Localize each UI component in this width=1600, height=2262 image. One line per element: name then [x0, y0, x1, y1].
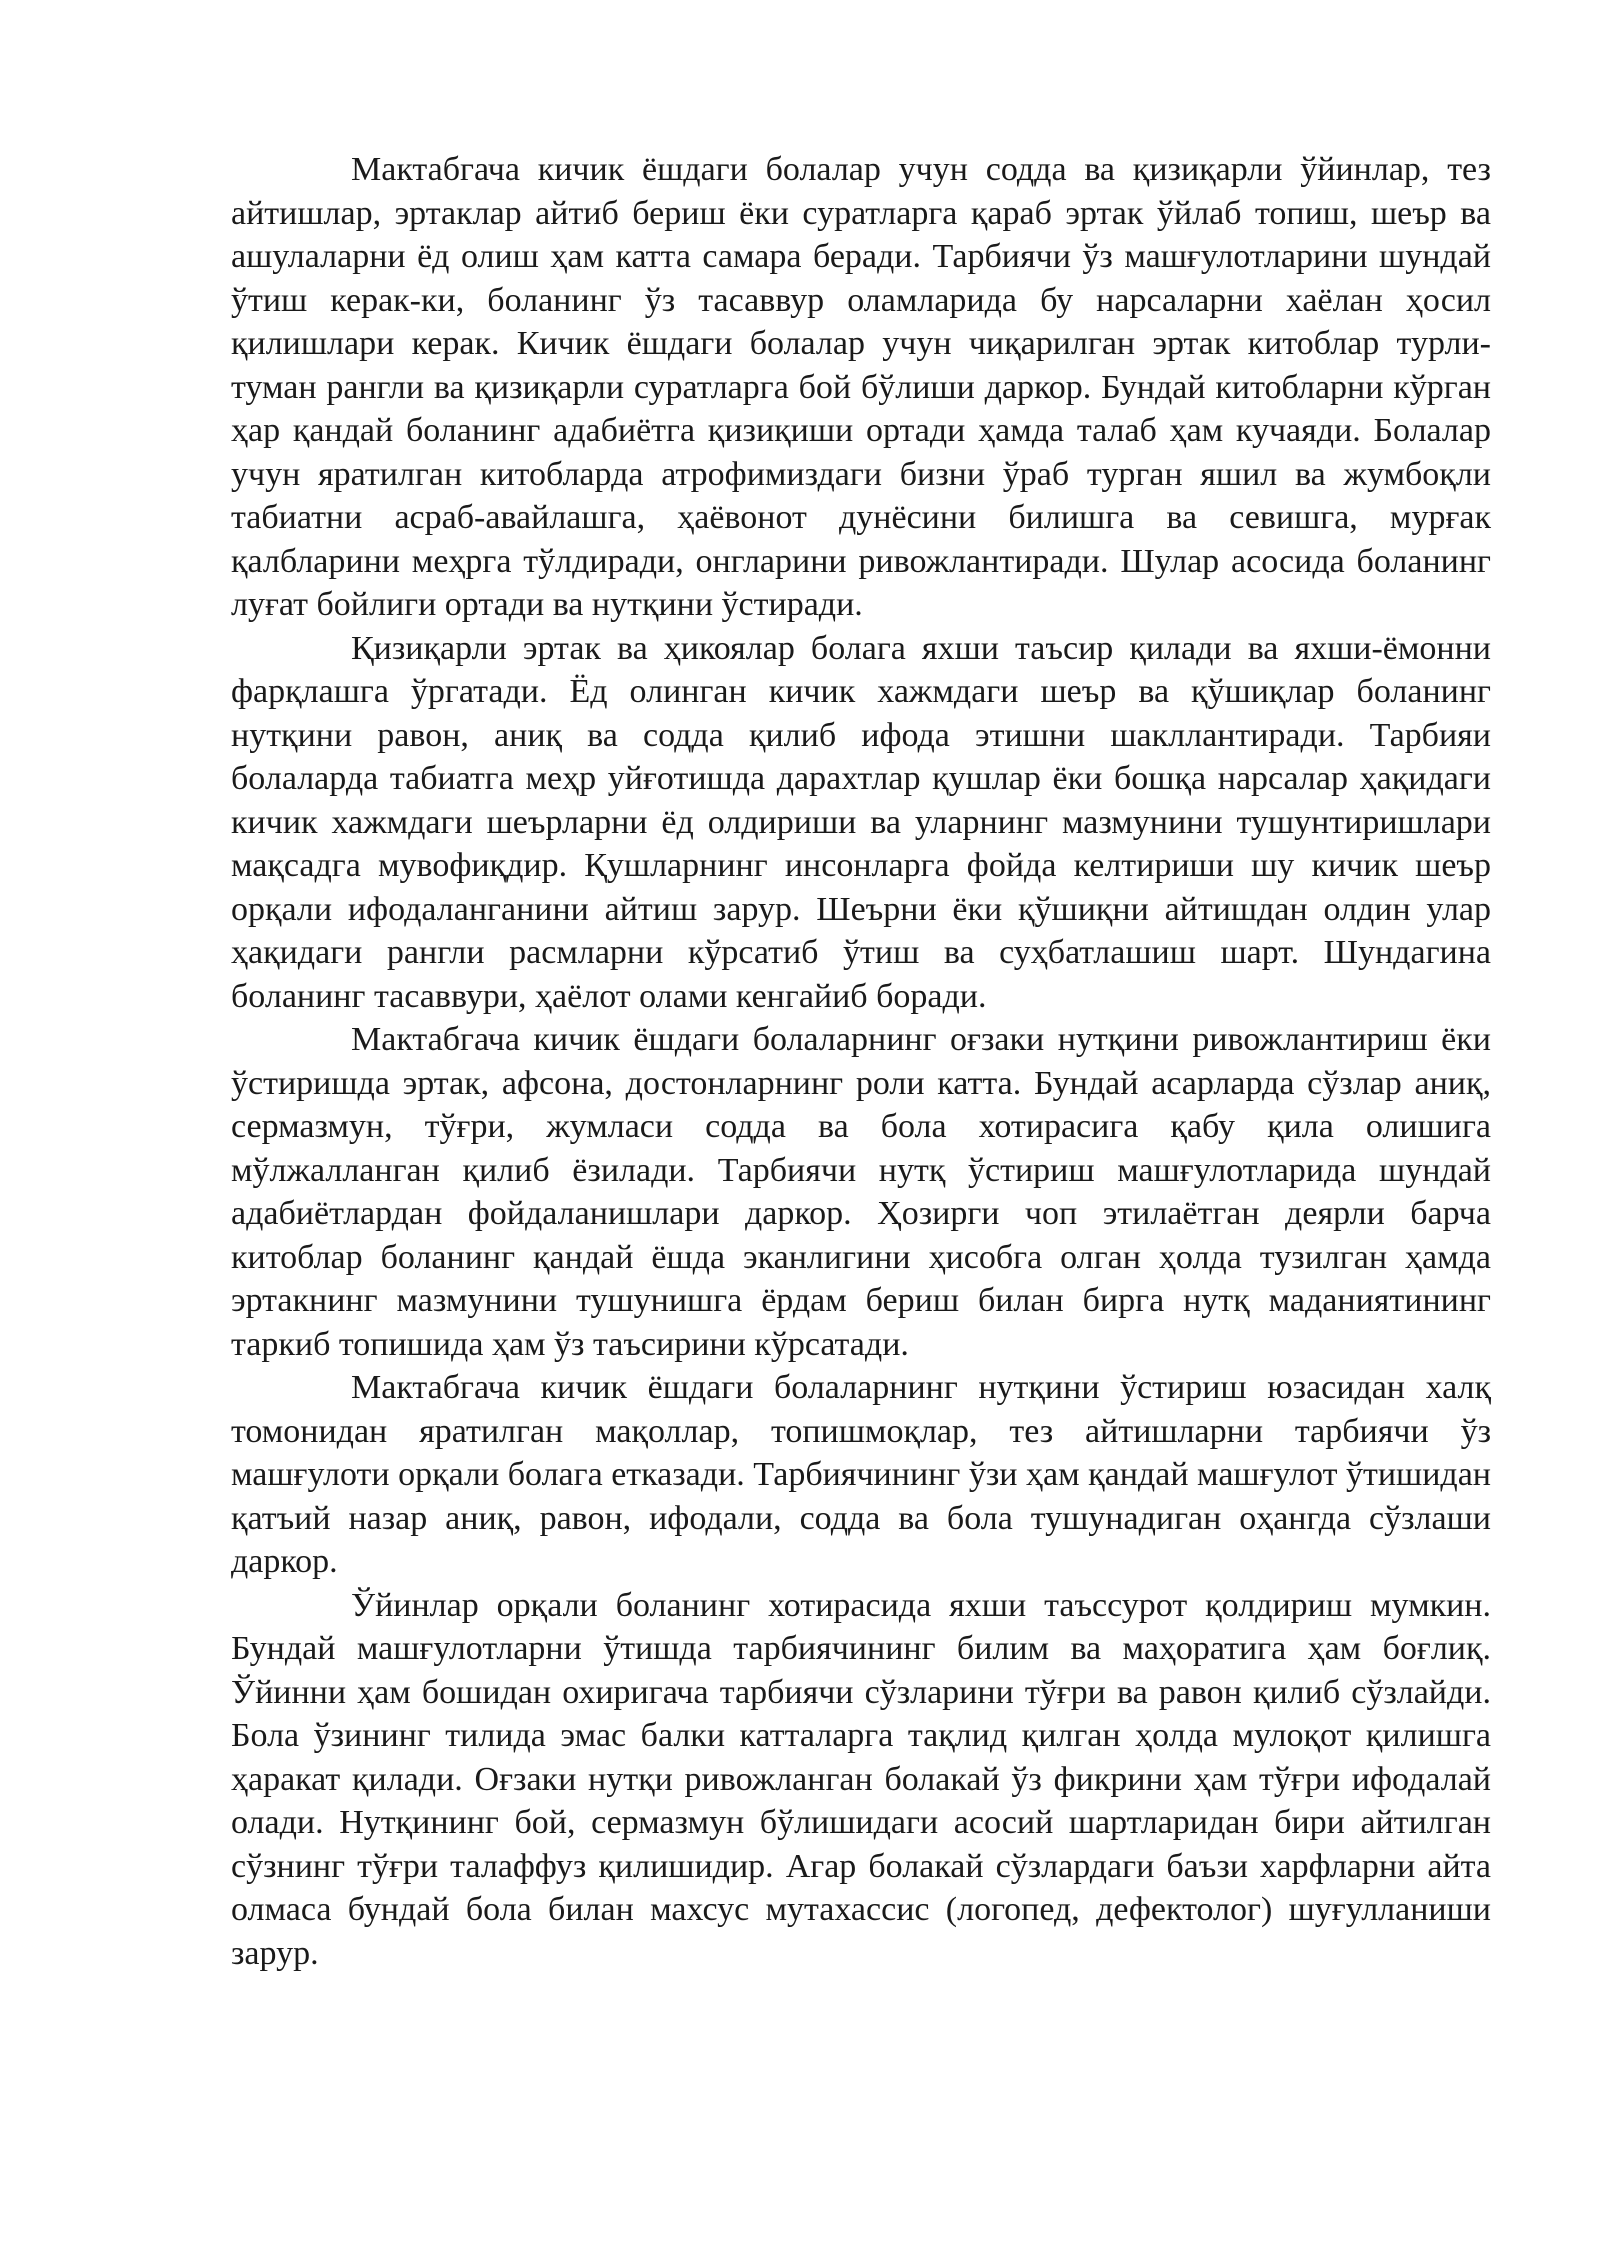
- paragraph-2: Қизиқарли эртак ва ҳикоялар болага яхши таъсир қилади ва яхши-ёмонни фарқлашга ўргатади. Ёд олинган кичик хажмдаги шеър ва қўшиқлар боланинг нутқини равон, аниқ ва содда қилиб ифода этишни шакллантиради. Тарбияи болаларда табиатга меҳр уйғотишда дарахтлар қушлар ёки бошқа нарсалар ҳақидаги кичик хажмдаги шеърларни ёд олдириши ва уларнинг мазмунини тушунтиришлари мақсадга мувофиқдир. Қушларнинг инсонларга фойда келтириши шу кичик шеър орқали ифодаланганини айтиш зарур. Шеърни ёки қўшиқни айтишдан олдин улар ҳақидаги рангли расмларни кўрсатиб ўтиш ва суҳбатлашиш шарт. Шундагина боланинг тасаввури, ҳаёлот олами кенгайиб боради.: [231, 629, 1491, 1015]
- paragraph-1: Мактабгача кичик ёшдаги болалар учун содда ва қизиқарли ўйинлар, тез айтишлар, эртаклар айтиб бериш ёки суратларга қараб эртак ўйлаб топиш, шеър ва ашулаларни ёд олиш ҳам катта самара беради. Тарбиячи ўз машғулотларини шундай ўтиш керак-ки, боланинг ўз тасаввур оламларида бу нарсаларни хаёлан ҳосил қилишлари керак. Кичик ёшдаги болалар учун чиқарилган эртак китоблар турли-туман рангли ва қизиқарли суратларга бой бўлиши даркор. Бундай китобларни кўрган ҳар қандай боланинг адабиётга қизиқиши ортади ҳамда талаб ҳам кучаяди. Болалар учун яратилган китобларда атрофимиздаги бизни ўраб турган яшил ва жумбоқли табиатни асраб-авайлашга, ҳаёвонот дунёсини билишга ва севишга, мурғак қалбларини меҳрга тўлдиради, онгларини ривожлантиради. Шулар асосида боланинг луғат бойлиги ортади ва нутқини ўстиради.: [231, 151, 1491, 623]
- paragraph-3: Мактабгача кичик ёшдаги болаларнинг оғзаки нутқини ривожлантириш ёки ўстиришда эртак, афсона, достонларнинг роли катта. Бундай асарларда сўзлар аниқ, сермазмун, тўғри, жумласи содда ва бола хотирасига қабу қила олишига мўлжалланган қилиб ёзилади. Тарбиячи нутқ ўстириш машғулотларида шундай адабиётлардан фойдаланишлари даркор. Ҳозирги чоп этилаётган деярли барча китоблар боланинг қандай ёшда эканлигини ҳисобга олган ҳолда тузилган ҳамда эртакнинг мазмунини тушунишга ёрдам бериш билан бирга нутқ маданиятининг таркиб топишида ҳам ўз таъсирини кўрсатади.: [231, 1021, 1491, 1363]
- document-page: [231, 148, 1491, 1975]
- paragraph-5: Ўйинлар орқали боланинг хотирасида яхши таъссурот қолдириш мумкин. Бундай машғулотларни ўтишда тарбиячининг билим ва маҳоратига ҳам боғлиқ. Ўйинни ҳам бошидан охиригача тарбиячи сўзларини тўғри ва равон қилиб сўзлайди. Бола ўзининг тилида эмас балки катталарга тақлид қилган ҳолда мулоқот қилишга ҳаракат қилади. Оғзаки нутқи ривожланган болакай ўз фикрини ҳам тўғри ифодалай олади. Нутқининг бой, сермазмун бўлишидаги асосий шартларидан бири айтилган сўзнинг тўғри талаффуз қилишидир. Агар болакай сўзлардаги баъзи харфларни айта олмаса бундай бола билан махсус мутахассис (логопед, дефектолог) шуғулланиши зарур.: [231, 1586, 1491, 1972]
- paragraph-4: Мактабгача кичик ёшдаги болаларнинг нутқини ўстириш юзасидан халқ томонидан яратилган мақоллар, топишмоқлар, тез айтишларни тарбиячи ўз машғулоти орқали болага етказади. Тарбиячининг ўзи ҳам қандай машғулот ўтишидан қатъий назар аниқ, равон, ифодали, содда ва бола тушунадиган оҳангда сўзлаши даркор.: [231, 1369, 1491, 1580]
